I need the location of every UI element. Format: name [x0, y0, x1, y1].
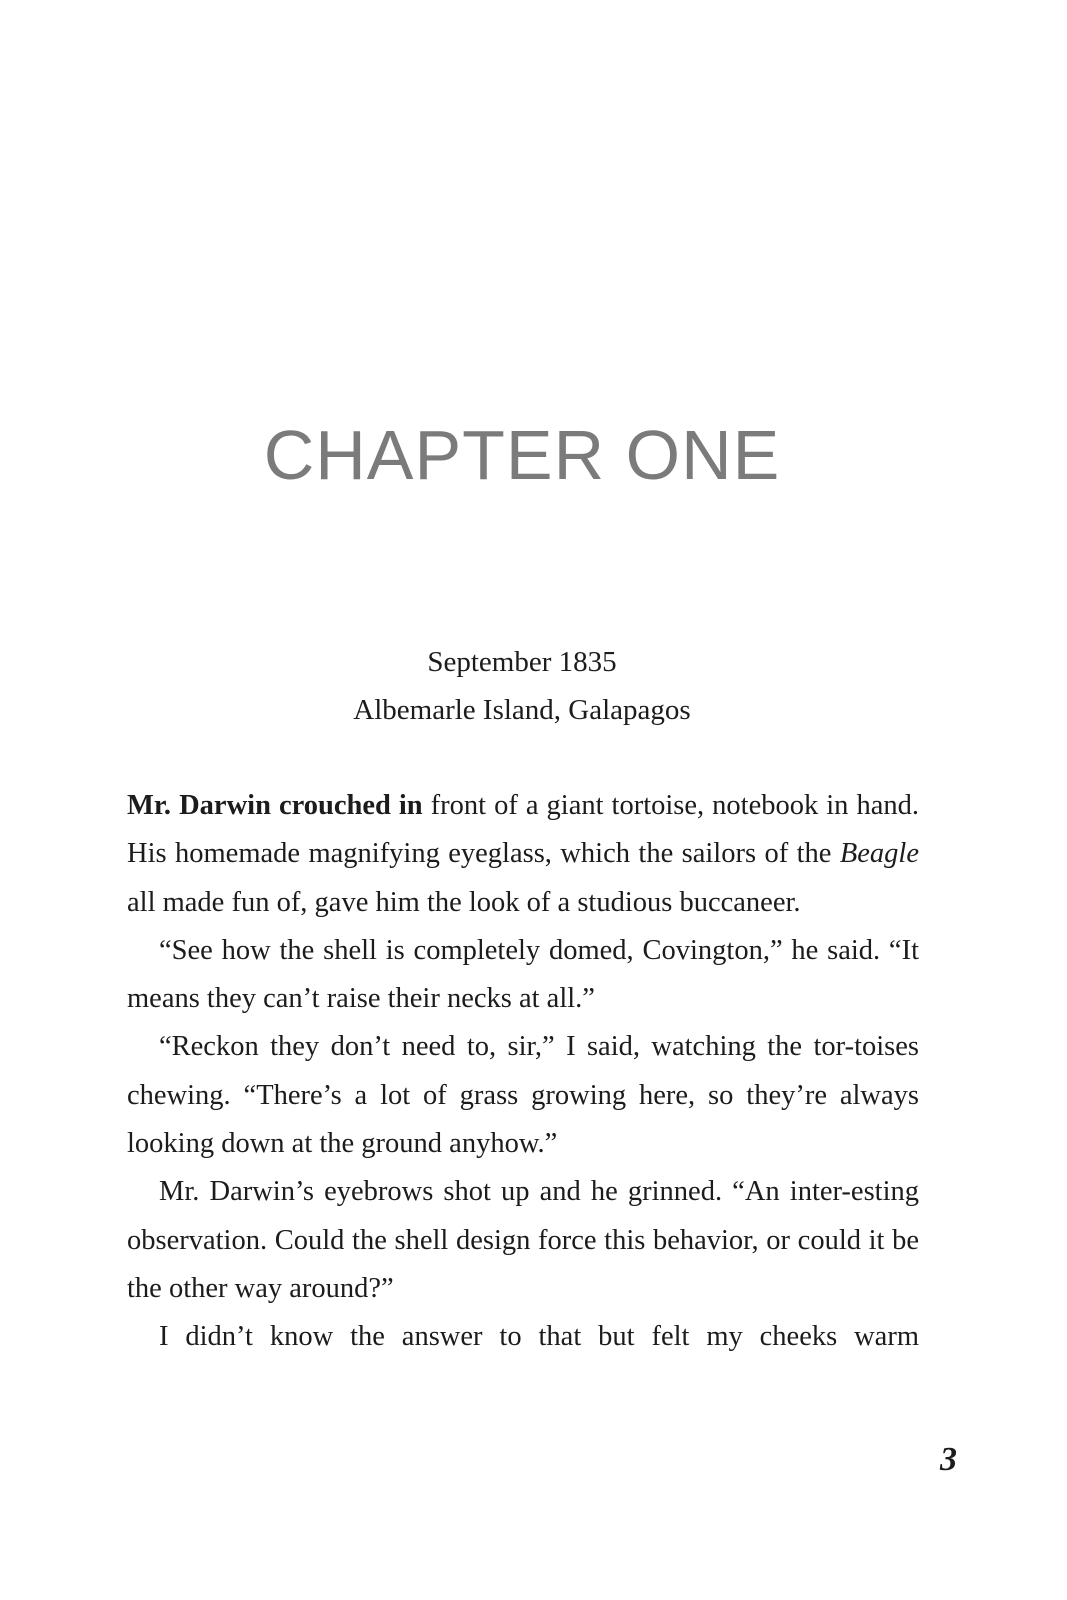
- chapter-title: CHAPTER ONE: [263, 416, 781, 494]
- paragraph-1: [127, 782, 919, 927]
- paragraph-4: Mr. Darwin’s eyebrows shot up and he grinned. “An inter-esting observation. Could the shell design force this behavior, or could it be the other way around?”: [127, 1176, 919, 1304]
- paragraph-2: “See how the shell is completely domed, Covington,” he said. “It means they can’t raise their necks at all.”: [127, 934, 919, 1015]
- paragraph-1-text-a: front of a giant tortoise, notebook in hand. His homemade magnifying eyeglass, which the sailors of the: [127, 790, 919, 870]
- chapter-dateline: [0, 638, 1044, 734]
- ship-name: Beagle: [839, 838, 919, 870]
- paragraph-1-text-b: all made fun of, gave him the look of a studious buccaneer.: [127, 886, 801, 918]
- paragraph-3: “Reckon they don’t need to, sir,” I said, watching the tor-toises chewing. “There’s a lot of grass growing here, so they’re always looking down at the ground anyhow.”: [127, 1031, 919, 1160]
- paragraph-lead-in: Mr. Darwin crouched in: [127, 790, 423, 821]
- dateline-location: Albemarle Island, Galapagos: [353, 694, 691, 726]
- dateline-date: September 1835: [427, 646, 617, 678]
- page-number: 3: [940, 1441, 957, 1478]
- paragraph-5: I didn’t know the answer to that but felt my cheeks warm: [159, 1321, 919, 1353]
- body-text: [127, 782, 919, 1362]
